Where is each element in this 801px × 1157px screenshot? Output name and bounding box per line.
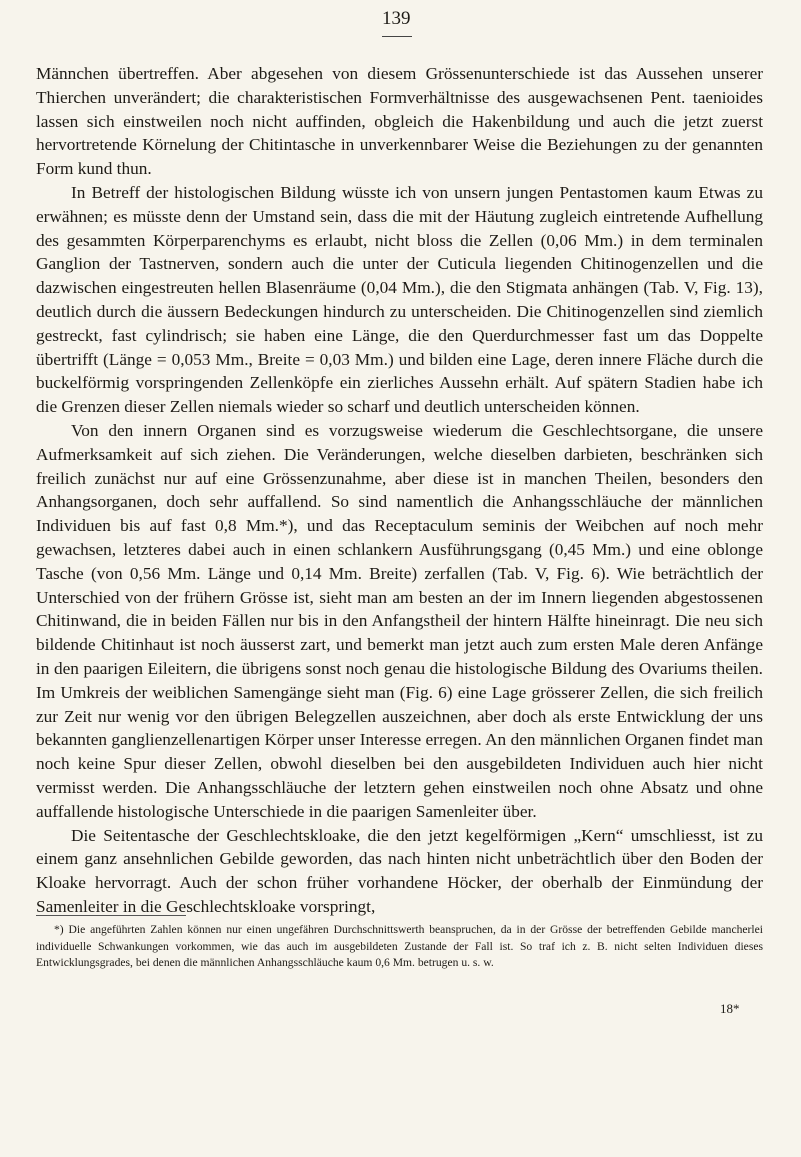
paragraph-3: Von den innern Organen sind es vorzugsweise wiederum die Geschlechtsorgane, die unsere Aufmerksamkeit auf sich ziehen. Die Veränderungen, welche dieselben darbieten, beschränken sich freilich zunächst nur auf eine Grössenzunahme, aber diese ist in manchen Theilen, besonders den Anhangsorganen, doch sehr auffallend. So sind namentlich die Anhangsschläuche der männlichen Individuen bis auf fast 0,8 Mm.*), und das Receptaculum seminis der Weibchen auf noch mehr gewachsen, letzteres dabei auch in einen schlankern Ausführungsgang (0,45 Mm.) und eine oblonge Tasche (von 0,56 Mm. Länge und 0,14 Mm. Breite) zerfallen (Tab. V, Fig. 6). Wie beträchtlich der Unterschied von der frühern Grösse ist, sieht man am besten an der im Innern liegenden abgestossenen Chitinwand, die in beiden Fällen nur bis in den Anfangstheil der hintern Hälfte hineinragt. Die neu sich bildende Chitinhaut ist noch äusserst zart, und bemerkt man jetzt auch zum ersten Male deren Anfänge in den paarigen Eileitern, die übrigens sonst noch genau die histologische Bildung des Ovariums theilen. Im Umkreis der weiblichen Samengänge sieht man (Fig. 6) eine Lage grösserer Zellen, die sich freilich zur Zeit nur wenig vor den übrigen Belegzellen auszeichnen, aber doch als erste Entwicklung der uns bekannten ganglienzellenartigen Körper unser Interesse erregen. An den männlichen Organen findet man noch keine Spur dieser Zellen, obwohl dieselben bei den ausgebildeten Individuen auch hier nicht vermisst werden. Die Anhangsschläuche der letztern gehen einstweilen noch ohne Absatz und ohne auffallende histologische Unterschiede in die paarigen Samenleiter über. (36, 420, 763, 821)
header-rule (382, 36, 412, 37)
paragraph-1: Männchen übertreffen. Aber abgesehen von diesem Grössenunterschiede ist das Aussehen unserer Thierchen unverändert; die charakteristischen Formverhältnisse des ausgewachsenen Pent. taenioides lassen sich einstweilen noch nicht auffinden, obgleich die Hakenbildung und auch die jetzt zuerst hervortretende Körnelung der Chitintasche in unverkennbarer Weise die Beziehungen zu der genannten Form kund thun. (36, 64, 763, 179)
page-number: 139 (382, 8, 411, 29)
footnote-text: *) Die angeführten Zahlen können nur einen ungefähren Durchschnittswerth beanspruchen, da in der Grösse der betreffenden Gebilde mancherlei individuelle Schwankungen vorkommen, wie das auch im ausgebildeten Zustande der Fall ist. So traf ich z. B. nicht selten Individuen dieses Entwicklungsgrades, bei denen die männlichen Anhangsschläuche kaum 0,6 Mm. betrugen u. s. w. (36, 923, 763, 970)
signature-mark: 18* (720, 1001, 740, 1016)
body-text (36, 62, 763, 919)
footnote-rule (36, 915, 186, 916)
footnote (36, 922, 763, 972)
paragraph-2: In Betreff der histologischen Bildung wüsste ich von unsern jungen Pentastomen kaum Etwas zu erwähnen; es müsste denn der Umstand sein, dass die mit der Häutung zugleich eintretende Aufhellung des gesammten Körperparenchyms es erlaubt, nicht bloss die Zellen (0,06 Mm.) in dem terminalen Ganglion der Tastnerven, sondern auch die unter der Cuticula liegenden Chitinogenzellen und die dazwischen eingestreuten hellen Blasenräume (0,04 Mm.), die den Stigmata anhängen (Tab. V, Fig. 13), deutlich durch die äussern Bedeckungen hindurch zu unterscheiden. Die Chitinogenzellen sind ziemlich gestreckt, fast cylindrisch; sie haben eine Länge, die den Querdurchmesser fast um das Doppelte übertrifft (Länge = 0,053 Mm., Breite = 0,03 Mm.) und bilden eine Lage, deren innere Fläche durch die buckelförmig vorspringenden Zellenköpfe ein zierliches Aussehn erhält. Auf spätern Stadien habe ich die Grenzen dieser Zellen niemals wieder so scharf und deutlich unterscheiden können. (36, 182, 763, 417)
paragraph-4: Die Seitentasche der Geschlechtskloake, die den jetzt kegelförmigen „Kern“ umschliesst, ist zu einem ganz ansehnlichen Gebilde geworden, das nach hinten nicht unbeträchtlich über den Boden der Kloake hervorragt. Auch der schon früher vorhandene Höcker, der oberhalb der Einmündung der Samenleiter in die Geschlechtskloake vorspringt, (36, 825, 763, 916)
